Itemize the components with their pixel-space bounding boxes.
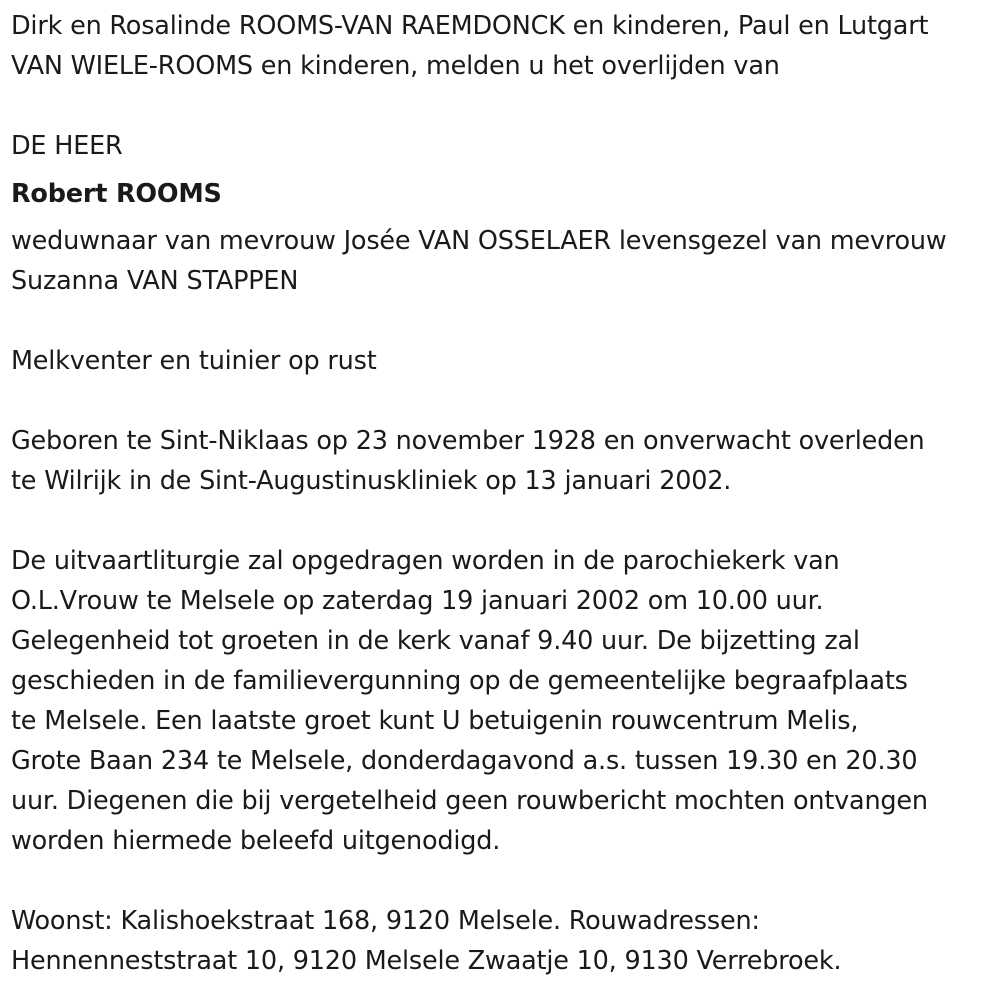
occupation-line: Melkventer en tuinier op rust bbox=[11, 346, 377, 376]
birth-death-line: te Wilrijk in de Sint-Augustinuskliniek op 13 januari 2002. bbox=[11, 466, 732, 496]
address-line: Hennenneststraat 10, 9120 Melsele Zwaatje 10, 9130 Verrebroek. bbox=[11, 946, 842, 976]
funeral-line: Grote Baan 234 te Melsele, donderdagavond a.s. tussen 19.30 en 20.30 bbox=[11, 746, 918, 776]
address-paragraph bbox=[11, 901, 996, 981]
birth-death-line: Geboren te Sint-Niklaas op 23 november 1928 en onverwacht overleden bbox=[11, 426, 925, 456]
birth-death-paragraph bbox=[11, 421, 996, 501]
deceased-block bbox=[11, 126, 996, 214]
intro-line: VAN WIELE-ROOMS en kinderen, melden u het overlijden van bbox=[11, 51, 780, 81]
relation-paragraph bbox=[11, 221, 996, 301]
funeral-line: Gelegenheid tot groeten in de kerk vanaf 9.40 uur. De bijzetting zal bbox=[11, 626, 860, 656]
occupation-paragraph bbox=[11, 341, 996, 381]
relation-line: weduwnaar van mevrouw Josée VAN OSSELAER levensgezel van mevrouw bbox=[11, 226, 947, 256]
deceased-name: Robert ROOMS bbox=[11, 179, 222, 209]
funeral-paragraph bbox=[11, 541, 996, 861]
relation-line: Suzanna VAN STAPPEN bbox=[11, 266, 299, 296]
funeral-line: De uitvaartliturgie zal opgedragen worden in de parochiekerk van bbox=[11, 546, 840, 576]
funeral-line: O.L.Vrouw te Melsele op zaterdag 19 januari 2002 om 10.00 uur. bbox=[11, 586, 824, 616]
death-announcement bbox=[11, 6, 996, 981]
funeral-line: te Melsele. Een laatste groet kunt U betuigenin rouwcentrum Melis, bbox=[11, 706, 859, 736]
funeral-line: uur. Diegenen die bij vergetelheid geen rouwbericht mochten ontvangen bbox=[11, 786, 928, 816]
address-line: Woonst: Kalishoekstraat 168, 9120 Melsele. Rouwadressen: bbox=[11, 906, 760, 936]
funeral-line: worden hiermede beleefd uitgenodigd. bbox=[11, 826, 501, 856]
intro-line: Dirk en Rosalinde ROOMS-VAN RAEMDONCK en kinderen, Paul en Lutgart bbox=[11, 11, 929, 41]
funeral-line: geschieden in de familievergunning op de gemeentelijke begraafplaats bbox=[11, 666, 908, 696]
honorific-title: DE HEER bbox=[11, 131, 123, 161]
intro-paragraph bbox=[11, 6, 996, 86]
